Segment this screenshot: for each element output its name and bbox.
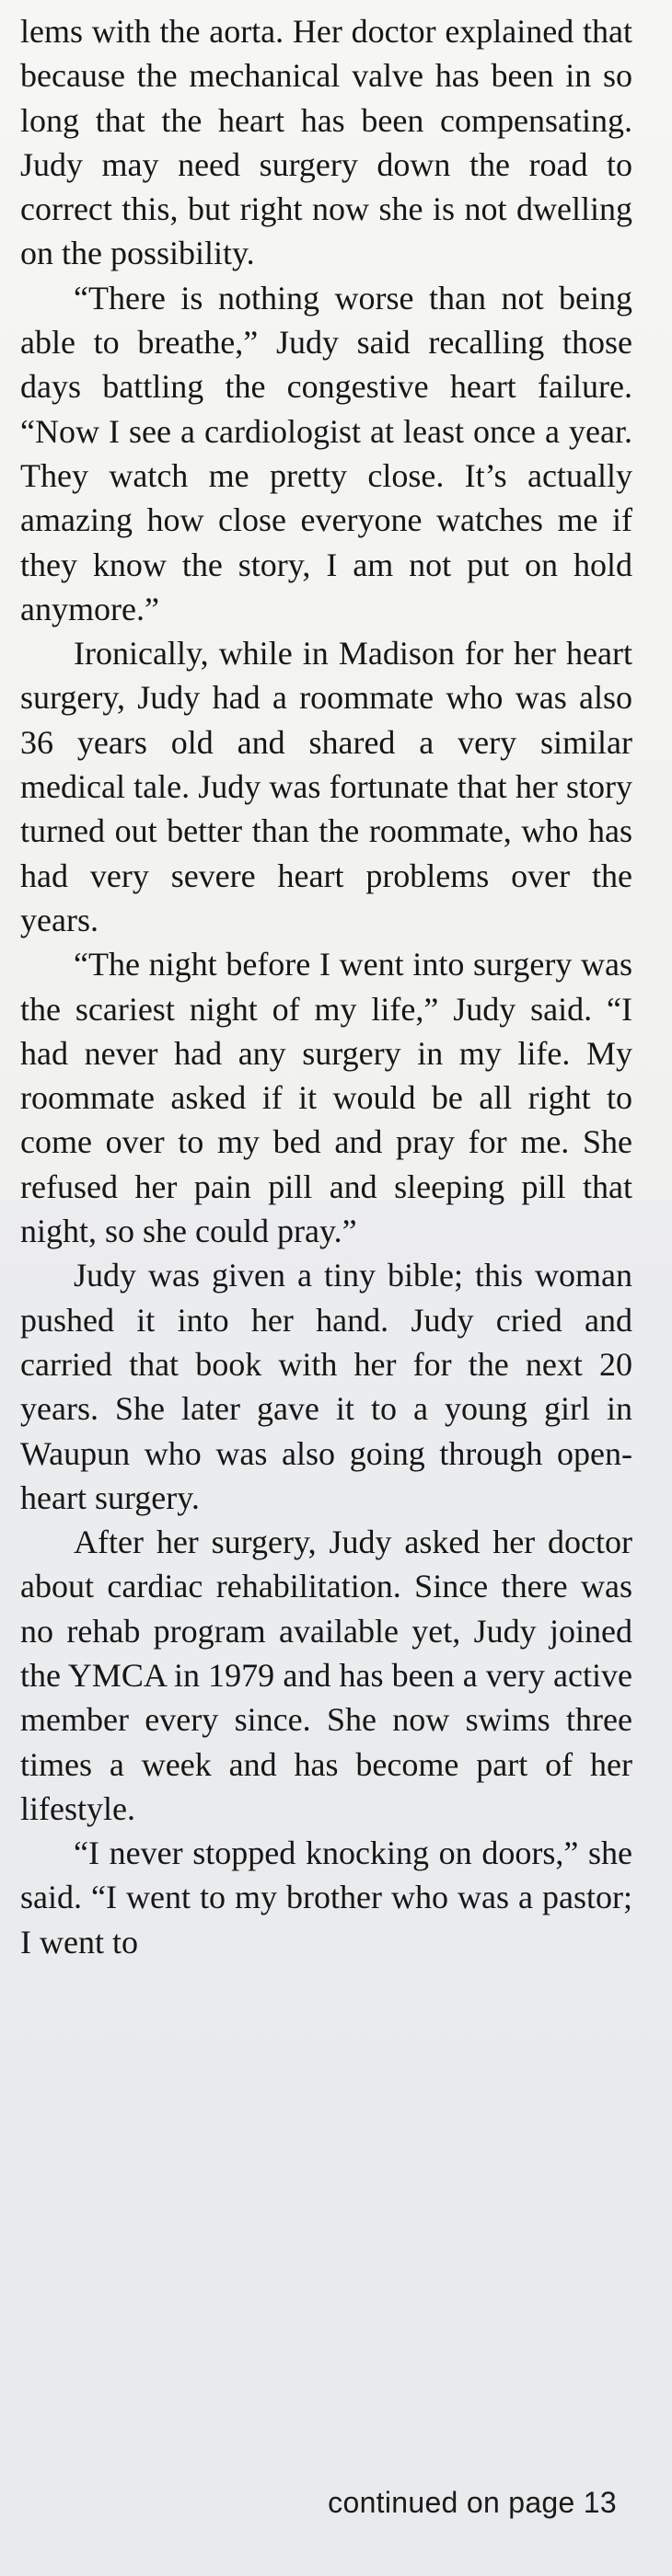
article-column: [20, 9, 632, 1964]
paragraph-2: “There is nothing worse than not being able to breathe,” Judy said recalling those days battling the congestive heart failure. “Now I see a cardiologist at least once a year. They watch me pretty close. It’s actually amazing how close everyone watches me if they know the story, I am not put on hold anymore.”: [20, 279, 632, 627]
continued-notice: continued on page 13: [328, 2486, 617, 2519]
paragraph-6: After her surgery, Judy asked her doctor about cardiac rehabilitation. Since there was no rehab program available yet, Judy joined the YMCA in 1979 and has been a very active member every since. She now swims three times a week and has become part of her lifestyle.: [20, 1524, 632, 1827]
paragraph-5: Judy was given a tiny bible; this woman pushed it into her hand. Judy cried and carried that book with her for the next 20 years. She later gave it to a young girl in Waupun who was also going through open-heart surgery.: [20, 1257, 632, 1516]
paragraph-3: Ironically, while in Madison for her heart surgery, Judy had a roommate who was also 36 years old and shared a very similar medical tale. Judy was fortunate that her story turned out better than the roommate, who has had very severe heart problems over the years.: [20, 635, 632, 938]
paragraph-4: “The night before I went into surgery was the scariest night of my life,” Judy said. “I had never had any surgery in my life. My roommate asked if it would be all right to come over to my bed and pray for me. She refused her pain pill and sleeping pill that night, so she could pray.”: [20, 946, 632, 1250]
paragraph-1: lems with the aorta. Her doctor explained that because the mechanical valve has been in so long that the heart has been compensating. Judy may need surgery down the road to correct this, but right now she is not dwelling on the possibility.: [20, 13, 632, 272]
paragraph-7: “I never stopped knocking on doors,” she said. “I went to my brother who was a pastor; I went to: [20, 1834, 632, 1961]
